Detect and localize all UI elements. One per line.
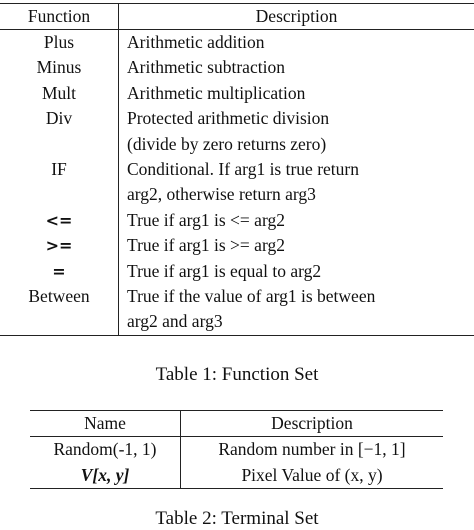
table-row [0,157,474,182]
table-header-row [30,411,443,437]
function-name: Mult [0,81,119,106]
function-description: True if arg1 is <= arg2 [119,208,474,233]
function-description: Arithmetic addition [119,30,474,56]
function-name: Plus [0,30,119,56]
function-description: True if the value of arg1 is between [119,284,474,309]
table-row [0,208,474,233]
terminal-set-table [30,410,443,489]
table-row [0,233,474,258]
function-name: Div [0,106,119,131]
table-row [30,463,443,489]
table-row-continuation [0,309,474,335]
function-name: >= [0,233,119,258]
function-name: = [0,259,119,284]
function-name: <= [0,208,119,233]
function-description: arg2 and arg3 [119,309,474,335]
function-description: True if arg1 is >= arg2 [119,233,474,258]
function-name: Between [0,284,119,309]
table-header-row [0,4,474,30]
table-caption: Table 1: Function Set [0,364,474,386]
function-name: Minus [0,55,119,80]
table-row [0,81,474,106]
table-row [0,284,474,309]
terminal-description: Pixel Value of (x, y) [181,463,444,489]
table-caption: Table 2: Terminal Set [0,508,474,530]
function-set-table [0,3,474,336]
terminal-name: V[x, y] [30,463,181,489]
function-description: (divide by zero returns zero) [119,132,474,157]
function-description: Conditional. If arg1 is true return [119,157,474,182]
function-description: Arithmetic multiplication [119,81,474,106]
table-row [0,259,474,284]
function-description: arg2, otherwise return arg3 [119,182,474,207]
function-description: Arithmetic subtraction [119,55,474,80]
table-row-continuation [0,132,474,157]
function-description: True if arg1 is equal to arg2 [119,259,474,284]
column-header-name: Name [30,411,181,437]
column-header-description: Description [119,4,474,30]
function-description: Protected arithmetic division [119,106,474,131]
function-name: IF [0,157,119,182]
column-header-function: Function [0,4,119,30]
table-row [0,30,474,56]
table-row [0,106,474,131]
table-row [30,437,443,463]
table-row-continuation [0,182,474,207]
terminal-name: Random(-1, 1) [30,437,181,463]
terminal-description: Random number in [−1, 1] [181,437,444,463]
column-header-description: Description [181,411,444,437]
table-row [0,55,474,80]
